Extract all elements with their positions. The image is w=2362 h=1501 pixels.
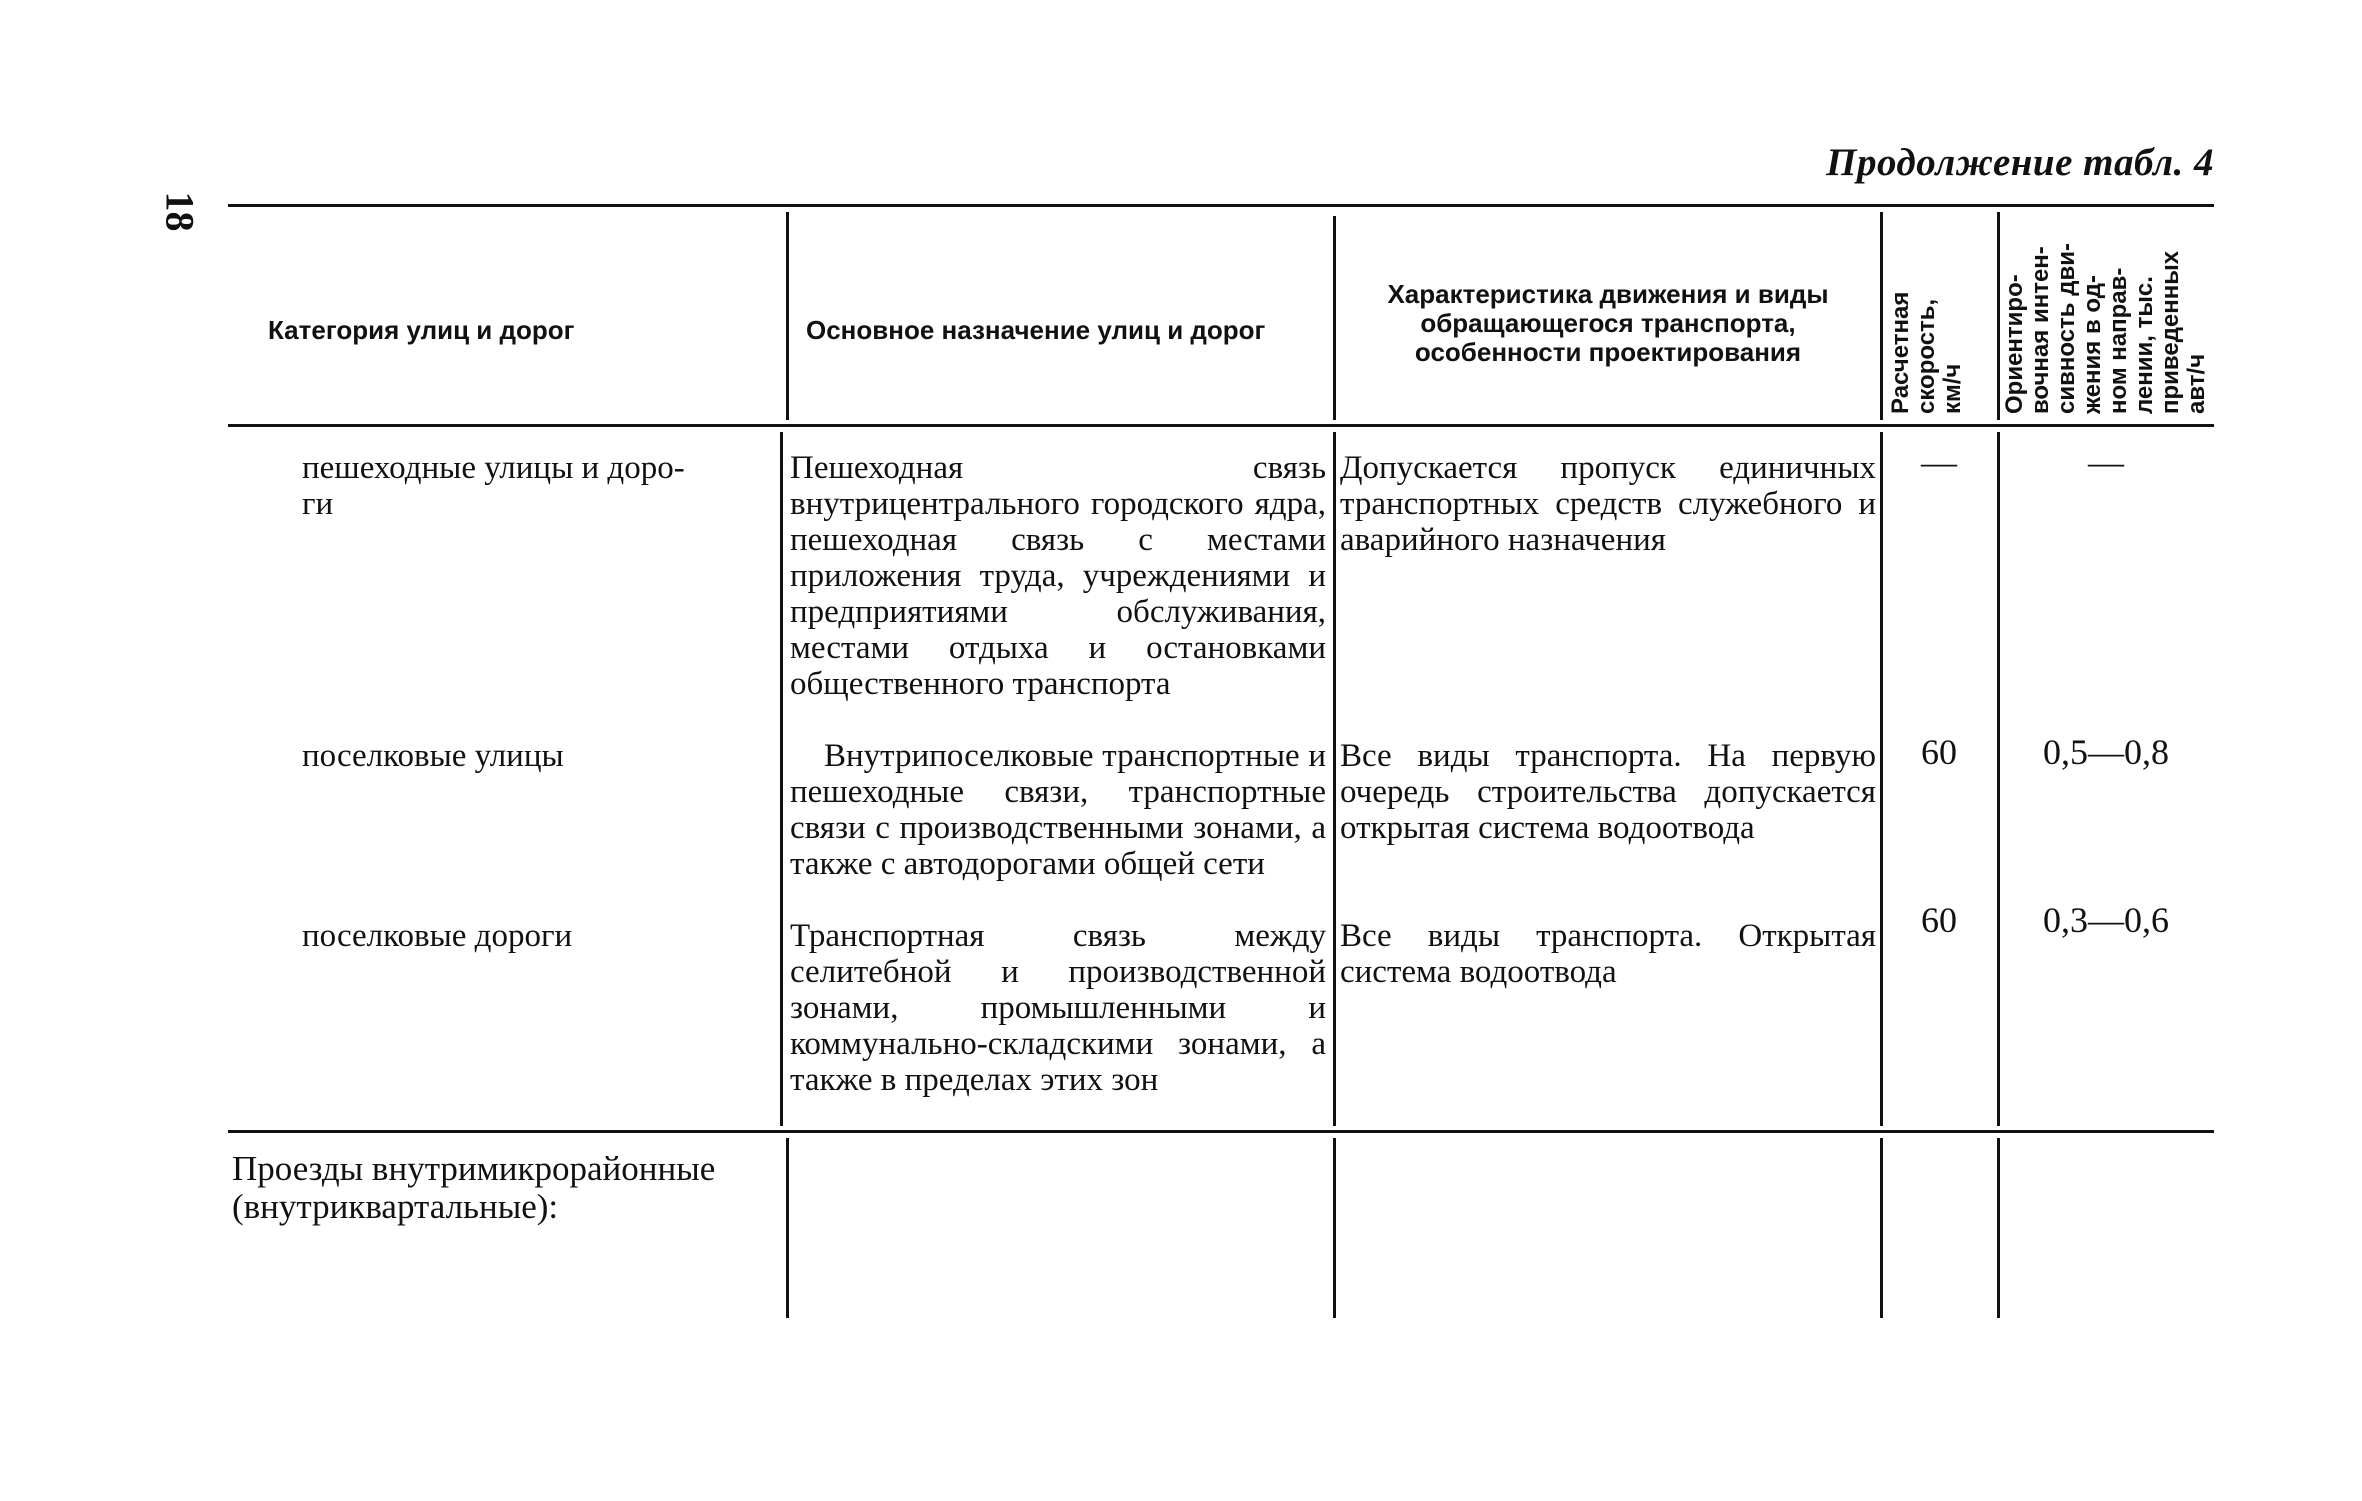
column-divider: [1880, 1138, 1883, 1318]
row-purpose: Транспортная связь между селитебной и производственной зонами, промышленными и коммунально-складскими зонами, а также в пределах этих зон: [790, 918, 1326, 1098]
row-traffic: Допускается пропуск единичных транспортных средств служебного и аварийного назначения: [1340, 450, 1876, 558]
column-divider: [1997, 432, 2000, 1126]
row-purpose: Внутрипоселковые транспортные и пешеходные связи, транспортные связи с производственными зонами, а также с автодорогами общей сети: [790, 738, 1326, 882]
column-divider: [1333, 216, 1336, 420]
table-top-rule: [228, 204, 2214, 207]
row-category: поселковые улицы: [302, 738, 564, 774]
row-speed: 60: [1921, 732, 1957, 772]
row-traffic: Все виды транспорта. На первую очередь строительства допускается открытая система водоотвода: [1340, 738, 1876, 846]
header-intensity: Ориентиро- вочная интен- сивность дви- жения в од- ном направ- лении, тыс. приведенных авт/ч: [2001, 243, 2210, 414]
column-divider: [786, 212, 789, 420]
column-divider: [1997, 1138, 2000, 1318]
page-number: 18: [157, 191, 203, 232]
column-divider: [780, 432, 783, 1126]
row-intensity: 0,5—0,8: [2043, 732, 2169, 772]
row-intensity: —: [2088, 442, 2124, 482]
row-purpose: Пешеходная связь внутрицентрального городского ядра, пешеходная связь с местами приложения труда, учреждениями и предприятиями обслуживания, местами отдыха и остановками общественного транспорта: [790, 450, 1326, 702]
column-divider: [1333, 1138, 1336, 1318]
header-speed: Расчетная скорость, км/ч: [1887, 291, 1966, 414]
header-purpose: Основное назначение улиц и дорог: [806, 315, 1266, 345]
header-category: Категория улиц и дорог: [268, 315, 575, 345]
row-traffic: Все виды транспорта. Открытая система водоотвода: [1340, 918, 1876, 990]
row-speed: —: [1921, 442, 1957, 482]
section-category: Проезды внутримикрорайонные (внутриквартальные):: [232, 1149, 716, 1226]
row-category: поселковые дороги: [302, 918, 573, 954]
column-divider: [1997, 212, 2000, 420]
row-speed: 60: [1921, 900, 1957, 940]
header-traffic: Характеристика движения и виды обращающегося транспорта, особенности проектирования: [1387, 279, 1829, 367]
column-divider: [786, 1138, 789, 1318]
row-category: пешеходные улицы и доро- ги: [302, 450, 685, 522]
column-divider: [1880, 432, 1883, 1126]
row-intensity: 0,3—0,6: [2043, 900, 2169, 940]
table-section-rule: [228, 1130, 2214, 1133]
table-continuation-caption: Продолжение табл. 4: [1826, 141, 2214, 184]
column-divider: [1880, 212, 1883, 420]
column-divider: [1333, 432, 1336, 1126]
